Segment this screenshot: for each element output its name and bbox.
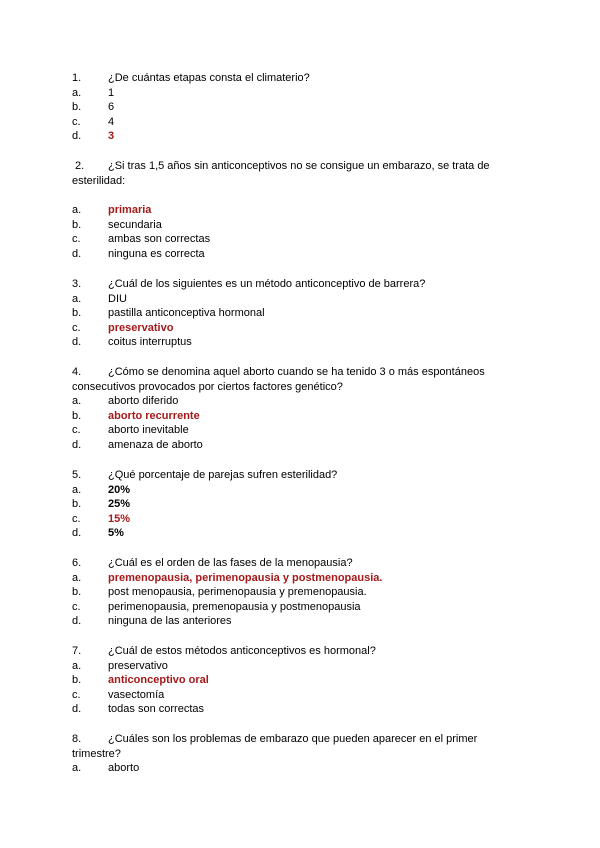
option-letter: d. [72,247,82,260]
question-text: ¿Cuál es el orden de las fases de la menopausia? [108,557,353,569]
option-letter: a. [72,483,82,496]
option-text: coitus interruptus [108,336,192,349]
option-letter: b. [72,409,82,422]
option-letter: c. [72,512,81,525]
option-text: ninguna es correcta [108,247,205,260]
question-2-options [72,203,534,261]
option-letter: c. [72,424,81,437]
correct-answer: 3 [108,130,115,143]
option-text: aborto [108,762,140,775]
option-letter: b. [72,674,82,687]
option-text: ninguna de las anteriores [108,615,232,628]
question-number: 3. [72,278,82,290]
option-text: 4 [108,115,115,128]
option-text: secundaria [108,218,162,231]
option-letter: d. [72,438,82,451]
question-3 [72,277,534,350]
option-text: DIU [108,292,127,305]
option-letter: d. [72,130,82,143]
question-text: ¿Cuáles son los problemas de embarazo que pueden aparecer en el primer [108,733,478,745]
option-letter: b. [72,218,82,231]
option-letter: a. [72,292,82,305]
question-text-continued: consecutivos provocados por ciertos factores genético? [72,380,343,393]
option-letter: d. [72,527,82,540]
correct-answer: anticonceptivo oral [108,674,209,687]
correct-answer: preservativo [108,321,174,334]
correct-answer: primaria [108,204,152,216]
option-letter: c. [72,115,81,128]
option-letter: a. [72,659,82,672]
question-text: ¿De cuántas etapas consta el climaterio? [108,72,310,84]
option-text: 5% [108,527,124,540]
option-text: 6 [108,101,115,114]
option-text: perimenopausia, premenopausia y postmenopausia [108,600,361,613]
option-letter: b. [72,586,82,599]
question-number: 8. [72,733,82,745]
correct-answer: 15% [108,512,131,525]
option-letter: c. [72,233,81,246]
question-text: ¿Cuál de los siguientes es un método anticonceptivo de barrera? [108,278,426,290]
option-letter: c. [72,321,81,334]
option-text: ambas son correctas [108,233,211,246]
option-letter: d. [72,615,82,628]
question-5 [72,468,534,541]
question-2 [72,159,534,188]
option-text: aborto diferido [108,395,179,408]
correct-answer: aborto recurrente [108,409,200,422]
question-text: ¿Cómo se denomina aquel aborto cuando se ha tenido 3 o más espontáneos [108,366,485,378]
option-text: vasectomía [108,688,165,701]
question-8 [72,732,534,776]
option-text: todas son correctas [108,703,204,716]
option-text: amenaza de aborto [108,438,203,451]
option-text: aborto inevitable [108,424,189,437]
question-number: 2. [75,160,85,172]
option-letter: d. [72,336,82,349]
correct-answer: premenopausia, perimenopausia y postmenopausia. [108,571,383,584]
option-letter: c. [72,688,81,701]
option-letter: a. [72,762,82,775]
option-letter: a. [72,395,82,408]
option-letter: a. [72,571,82,584]
question-6 [72,556,534,629]
option-text: 25% [108,498,131,511]
question-text: ¿Cuál de estos métodos anticonceptivos es hormonal? [108,645,376,657]
option-text: 20% [108,483,131,496]
question-number: 6. [72,557,82,569]
option-letter: b. [72,498,82,511]
question-4 [72,365,534,453]
option-letter: a. [72,86,82,99]
option-letter: b. [72,307,82,320]
option-letter: d. [72,703,82,716]
option-letter: c. [72,600,81,613]
question-number: 7. [72,645,82,657]
option-letter: a. [72,204,82,216]
option-text: 1 [108,86,115,99]
question-7 [72,644,534,717]
question-number: 5. [72,469,82,481]
question-number: 4. [72,366,82,378]
question-text-continued: trimestre? [72,747,121,760]
option-text: preservativo [108,659,168,672]
option-letter: b. [72,101,82,114]
question-text: ¿Si tras 1,5 años sin anticonceptivos no se consigue un embarazo, se trata de [108,160,490,172]
question-1 [72,71,534,144]
option-text: pastilla anticonceptiva hormonal [108,307,265,320]
question-text: ¿Qué porcentaje de parejas sufren esterilidad? [108,469,338,481]
question-text-continued: esterilidad: [72,174,126,187]
option-text: post menopausia, perimenopausia y premenopausia. [108,586,367,599]
question-number: 1. [72,72,82,84]
